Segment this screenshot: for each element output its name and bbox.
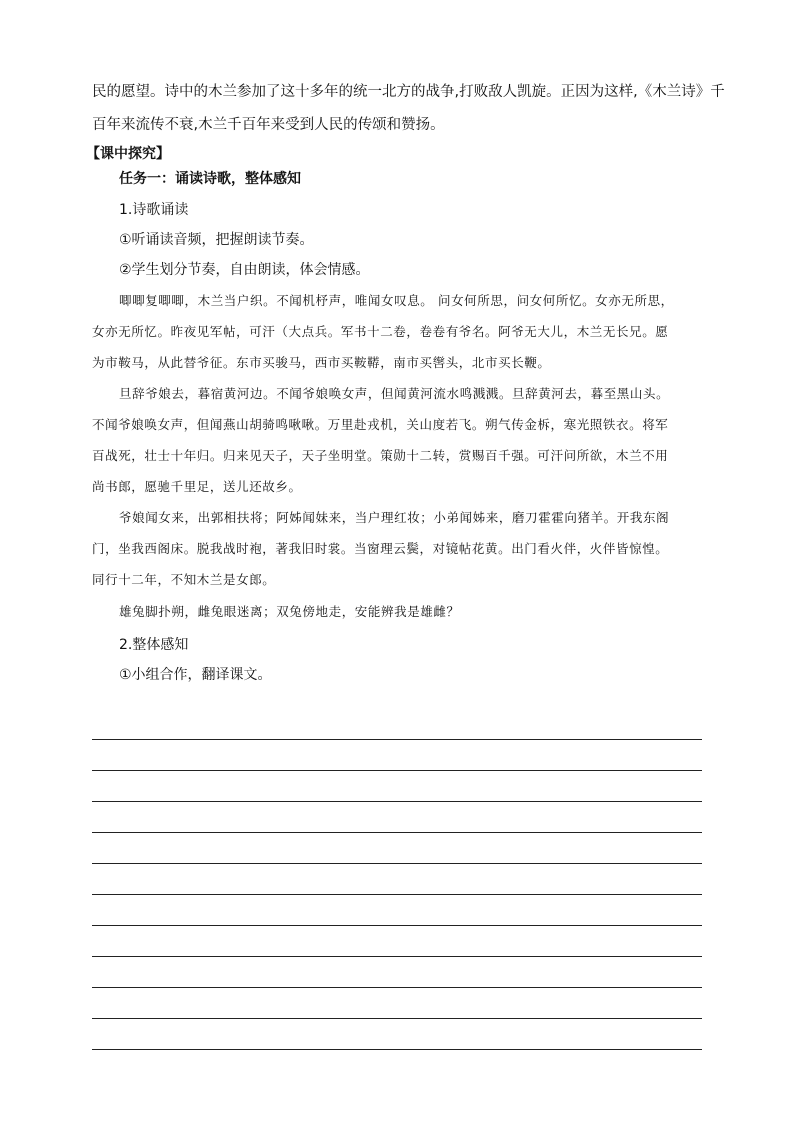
overview-step-1: ①小组合作，翻译课文。	[119, 667, 272, 683]
intro-line-1: 民的愿望。诗中的木兰参加了这十多年的统一北方的战争,打败敌人凯旋。正因为这样,《木兰诗》千	[92, 84, 725, 100]
answer-line[interactable]	[92, 926, 702, 957]
poem-p1-line-1: 唧唧复唧唧，木兰当户织。不闻机杼声，唯闻女叹息。 问女何所思，问女何所忆。女亦无所思，	[119, 293, 674, 308]
poem-p4-line-1: 雄兔脚扑朔，雌兔眼迷离；双兔傍地走，安能辨我是雄雌？	[119, 604, 460, 619]
poem-p1-line-3: 为市鞍马，从此替爷征。东市买骏马，西市买鞍鞯，南市买辔头，北市买长鞭。	[92, 355, 551, 370]
poem-p3-line-3: 同行十二年，不知木兰是女郎。	[92, 572, 276, 587]
answer-line[interactable]	[92, 864, 702, 895]
answer-line[interactable]	[92, 957, 702, 988]
item-heading-recitation: 1.诗歌诵读	[119, 202, 189, 218]
section-title: 【课中探究】	[86, 146, 170, 162]
recitation-step-1: ①听诵读音频，把握朗读节奏。	[119, 232, 314, 248]
answer-line[interactable]	[92, 740, 702, 771]
answer-line[interactable]	[92, 709, 702, 740]
answer-line[interactable]	[92, 895, 702, 926]
answer-line[interactable]	[92, 833, 702, 864]
poem-p2-line-3: 百战死，壮士十年归。归来见天子，天子坐明堂。策勋十二转，赏赐百千强。可汗问所欲，木兰不用	[92, 448, 669, 463]
answer-line[interactable]	[92, 771, 702, 802]
poem-p2-line-2: 不闻爷娘唤女声，但闻燕山胡骑鸣啾啾。万里赴戎机，关山度若飞。朔气传金柝，寒光照铁衣。将军	[92, 417, 669, 432]
recitation-step-2: ②学生划分节奏，自由朗读，体会情感。	[119, 262, 370, 278]
poem-p2-line-4: 尚书郎，愿驰千里足，送儿还故乡。	[92, 479, 302, 494]
poem-p3-line-1: 爷娘闻女来，出郭相扶将；阿姊闻妹来，当户理红妆；小弟闻姊来，磨刀霍霍向猪羊。开我东阁	[119, 510, 670, 525]
answer-line[interactable]	[92, 988, 702, 1019]
poem-p2-line-1: 旦辞爷娘去，暮宿黄河边。不闻爷娘唤女声，但闻黄河流水鸣溅溅。旦辞黄河去，暮至黑山头。	[119, 386, 670, 401]
task-title: 任务一：诵读诗歌，整体感知	[119, 171, 301, 187]
poem-p1-line-2: 女亦无所忆。昨夜见军帖，可汗（大点兵。军书十二卷，卷卷有爷名。阿爷无大儿，木兰无长兄。愿	[92, 324, 669, 339]
intro-line-2: 百年来流传不衰,木兰千百年来受到人民的传颂和赞扬。	[92, 117, 445, 133]
answer-line[interactable]	[92, 802, 702, 833]
answer-lines	[92, 709, 702, 1050]
poem-p3-line-2: 门，坐我西阁床。脱我战时袍，著我旧时裳。当窗理云鬓，对镜帖花黄。出门看火伴，火伴皆惊惶。	[92, 541, 669, 556]
item-heading-overview: 2.整体感知	[119, 637, 189, 653]
answer-line[interactable]	[92, 1019, 702, 1050]
